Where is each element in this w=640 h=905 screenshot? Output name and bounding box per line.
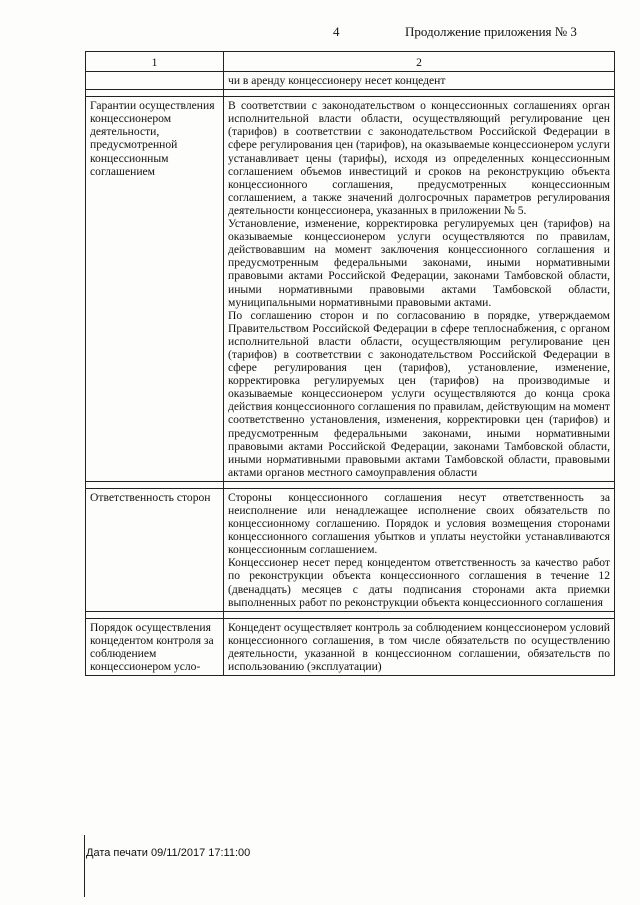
spacer-cell <box>224 481 615 488</box>
paragraph: Концедент осуществляет контроль за соблюдением концессионером условий концессионного соглашения, в том числе обязательств по осуществлению деятельности, указанной в концессионном соглашении, обязательств по использованию (эксплуатации) <box>228 620 610 674</box>
spacer-cell <box>224 90 615 97</box>
row-content-guarantees <box>224 97 615 482</box>
row-label-guarantees: Гарантии осуществления концессионером деятельности, предусмотренной концессионным соглашением <box>86 97 224 482</box>
row-content-control <box>224 618 615 675</box>
table-row-continuation <box>86 72 615 90</box>
column-number-1: 1 <box>86 52 224 72</box>
paragraph: По соглашению сторон и по согласованию в порядке, утверждаемом Правительством Российской Федерации в сфере теплоснабжения, с органом исполнительной власти области, осуществляющим регулирование цен (тарифов) в соответствии с законодательством Российской Федерации в сфере регулирования цен (тарифов), установление, изменение, корректировка регулируемых цен (тарифов) на производимые и оказываемые концессионером услуги осуществляются до конца срока действия концессионного соглашения по правилам, действующим на момент соответственно установления, изменения, корректировки цен (тарифов) и предусмотренным федеральными законами, иными нормативными правовыми актами Российской Федерации, законами Тамбовской области, иными нормативными правовыми актами Тамбовской области, правовыми актами органов местного самоуправления области <box>228 308 610 479</box>
table-row-spacer <box>86 611 615 618</box>
table-row-responsibility <box>86 488 615 611</box>
row-label-control: Порядок осуществления концедентом контроля за соблюдением концессионером усло- <box>86 618 224 675</box>
continuation-text: чи в аренду концессионеру несет концедент <box>224 72 615 90</box>
print-date: Дата печати 09/11/2017 17:11:00 <box>86 847 251 859</box>
paragraph: Установление, изменение, корректировка регулируемых цен (тарифов) на оказываемые концессионером услуги осуществляются по правилам, действовавшим на момент заключения концессионного соглашения и предусмотренным федеральными законами, иными нормативными правовыми актами Российской Федерации, законами Тамбовской области, иными нормативными правовыми актами Тамбовской области, муниципальными нормативными правовыми актами. <box>228 217 610 309</box>
table-row-control <box>86 618 615 675</box>
row-content-responsibility <box>224 488 615 611</box>
spacer-cell <box>86 90 224 97</box>
annex-table <box>85 51 615 676</box>
table-row-spacer <box>86 481 615 488</box>
paragraph: В соответствии с законодательством о концессионных соглашениях орган исполнительной власти области, осуществляющий регулирование цен (тарифов) в соответствии с законодательством Российской Федерации в сфере регулирования цен (тарифов), на оказываемые концессионером услуги устанавливает цены (тарифы), исходя из определенных концессионным соглашением объемов инвестиций и сроков на реконструкцию объекта концессионного соглашения, предусмотренных концессионным соглашением, а также значений долгосрочных параметров регулирования деятельности концессионера, указанных в приложении № 5. <box>228 99 610 217</box>
spacer-cell <box>86 611 224 618</box>
row-label-responsibility: Ответственность сторон <box>86 488 224 611</box>
spacer-cell <box>86 481 224 488</box>
table-row-guarantees <box>86 97 615 482</box>
page-number: 4 <box>333 24 340 39</box>
column-number-row <box>86 52 615 72</box>
continuation-label-cell <box>86 72 224 90</box>
left-margin-line <box>84 835 85 897</box>
spacer-cell <box>224 611 615 618</box>
column-number-2: 2 <box>224 52 615 72</box>
table-row-spacer <box>86 90 615 97</box>
paragraph: Стороны концессионного соглашения несут ответственность за неисполнение или ненадлежащее исполнение своих обязательств по концессионному соглашению. Порядок и условия возмещения сторонами концессионного соглашения убытков и уплаты неустойки устанавливаются концессионным соглашением. <box>228 490 610 557</box>
paragraph: Концессионер несет перед концедентом ответственность за качество работ по реконструкции объекта концессионного соглашения в течение 12 (двенадцать) месяцев с даты подписания сторонами акта приемки выполненных работ по реконструкции объекта концессионного соглашения <box>228 556 610 609</box>
appendix-continuation-title: Продолжение приложения № 3 <box>405 24 577 39</box>
